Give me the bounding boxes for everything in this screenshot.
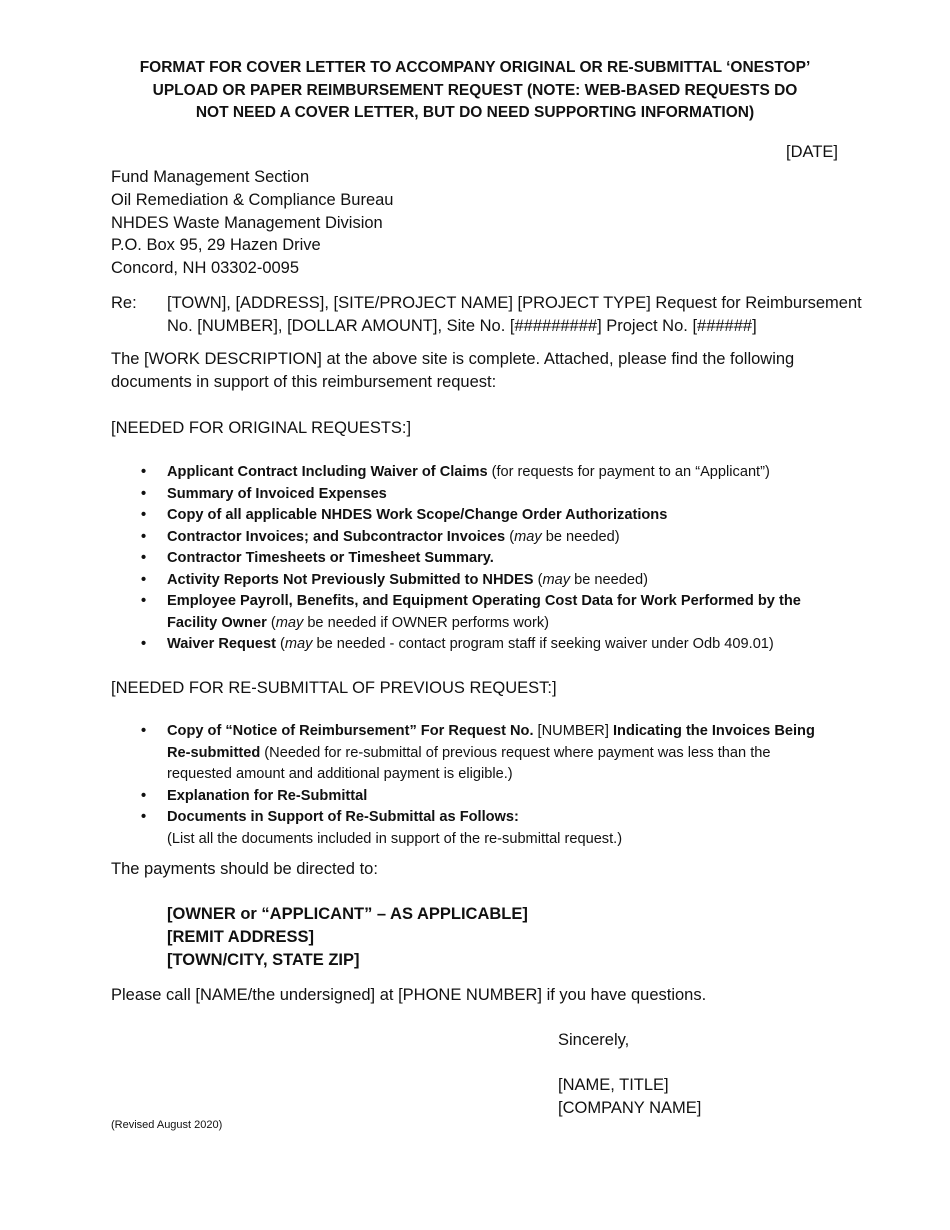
- bullet-icon: •: [141, 507, 147, 523]
- revision-note: (Revised August 2020): [111, 1119, 223, 1131]
- bullet-icon: •: [141, 723, 147, 739]
- bullet-icon: •: [141, 787, 147, 804]
- document-heading: [100, 57, 850, 125]
- re-label: Re:: [111, 294, 137, 312]
- address-line: NHDES Waste Management Division: [111, 213, 383, 232]
- bullet-icon: •: [141, 571, 147, 588]
- heading-line: UPLOAD OR PAPER REIMBURSEMENT REQUEST (NOTE: WEB-BASED REQUESTS DO: [152, 81, 798, 99]
- list-item: • Employee Payroll, Benefits, and Equipment Operating Cost Data for Work Performed by the Facility Owner (may be needed if OWNER performs work): [141, 593, 801, 631]
- address-line: P.O. Box 95, 29 Hazen Drive: [111, 236, 321, 255]
- resubmittal-heading: [NEEDED FOR RE-SUBMITTAL OF PREVIOUS REQUEST:]: [111, 679, 557, 697]
- remit-block: [167, 903, 528, 971]
- heading-line: FORMAT FOR COVER LETTER TO ACCOMPANY ORIGINAL OR RE-SUBMITTAL ‘ONESTOP’: [139, 59, 811, 76]
- remit-line: [OWNER or “APPLICANT” – AS APPLICABLE]: [167, 905, 528, 923]
- bullet-icon: •: [141, 550, 147, 566]
- questions-text: Please call [NAME/the undersigned] at [PHONE NUMBER] if you have questions.: [111, 986, 707, 1004]
- list-item: • Contractor Invoices; and Subcontractor Invoices (may be needed): [141, 527, 841, 549]
- remit-line: [REMIT ADDRESS]: [167, 927, 314, 946]
- bullet-icon: •: [141, 485, 147, 502]
- remit-line: [TOWN/CITY, STATE ZIP]: [167, 950, 360, 969]
- intro-line: documents in support of this reimbursement request:: [111, 372, 497, 391]
- payments-text: The payments should be directed to:: [111, 860, 378, 878]
- list-item: • Documents in Support of Re-Submittal as Follows: (List all the documents included in support of the re-submittal request.): [141, 809, 623, 847]
- address-line: Oil Remediation & Compliance Bureau: [111, 190, 394, 209]
- list-item: • Waiver Request (may be needed - contact program staff if seeking waiver under Odb 409.01): [141, 634, 841, 656]
- re-line: No. [NUMBER], [DOLLAR AMOUNT], Site No. [#########] Project No. [######]: [167, 316, 757, 335]
- original-requests-list: [141, 462, 841, 656]
- list-item: • Copy of “Notice of Reimbursement” For Request No. [NUMBER] Indicating the Invoices Being Re-submitted (Needed for re-submittal of previous request where payment was less than the requested amount and additional payment is eligible.): [141, 723, 815, 782]
- list-item: • Applicant Contract Including Waiver of Claims (for requests for payment to an “Applicant”): [141, 462, 841, 484]
- bullet-icon: •: [141, 464, 147, 480]
- intro-paragraph: [111, 348, 794, 393]
- re-subject: [167, 292, 862, 337]
- address-line: Fund Management Section: [111, 168, 310, 186]
- re-line: [TOWN], [ADDRESS], [SITE/PROJECT NAME] [PROJECT TYPE] Request for Reimbursement: [167, 294, 862, 312]
- resubmittal-list: [141, 721, 841, 850]
- heading-line: NOT NEED A COVER LETTER, BUT DO NEED SUPPORTING INFORMATION): [195, 104, 755, 121]
- address-line: Concord, NH 03302-0095: [111, 259, 300, 278]
- bullet-icon: •: [141, 809, 147, 825]
- date-placeholder: [DATE]: [786, 143, 838, 161]
- signature-block: [558, 1074, 701, 1119]
- original-requests-heading: [NEEDED FOR ORIGINAL REQUESTS:]: [111, 419, 412, 437]
- signer-name-title: [NAME, TITLE]: [558, 1076, 669, 1094]
- list-item: • Copy of all applicable NHDES Work Scope/Change Order Authorizations: [141, 505, 841, 527]
- list-item: • Activity Reports Not Previously Submitted to NHDES (may be needed): [141, 570, 841, 592]
- intro-line: The [WORK DESCRIPTION] at the above site is complete. Attached, please find the following: [111, 350, 795, 368]
- bullet-icon: •: [141, 593, 147, 609]
- list-item: • Summary of Invoiced Expenses: [141, 484, 841, 506]
- list-item: • Contractor Timesheets or Timesheet Summary.: [141, 548, 841, 570]
- signer-company: [COMPANY NAME]: [558, 1098, 702, 1117]
- closing-sincerely: Sincerely,: [558, 1031, 630, 1049]
- recipient-address: [111, 166, 393, 280]
- list-item: • Explanation for Re-Submittal: [141, 786, 841, 808]
- bullet-icon: •: [141, 528, 147, 545]
- bullet-icon: •: [141, 636, 147, 652]
